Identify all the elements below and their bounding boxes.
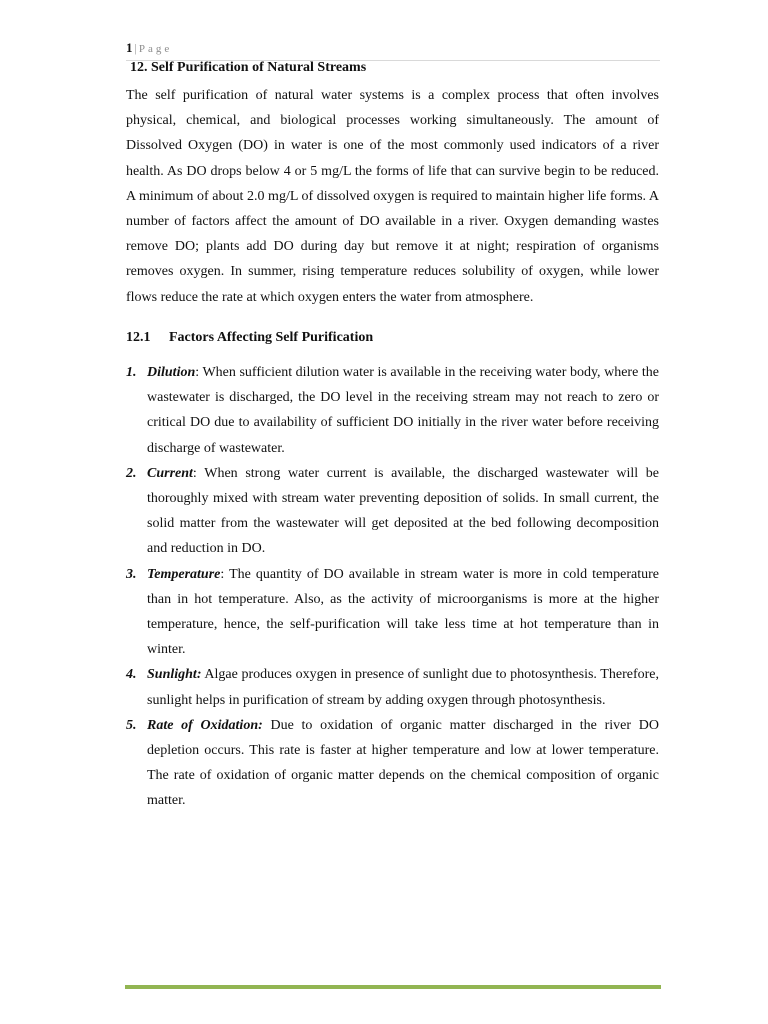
factor-term: Temperature [147, 566, 221, 582]
page-number: 1 [126, 40, 133, 55]
factor-term: Rate of Oxidation: [147, 717, 263, 733]
intro-paragraph: The self purification of natural water systems is a complex process that often involves physical, chemical, and biological processes working simultaneously. The amount of Dissolved Oxygen (DO) in water is one of the most commonly used indicators of a river health. As DO drops below 4 or 5 mg/L the forms of life that can survive begin to be reduced. A minimum of about 2.0 mg/L of dissolved oxygen is required to maintain higher life forms. A number of factors affect the amount of DO available in a river. Oxygen demanding wastes remove DO; plants add DO during day but remove it at night; respiration of organisms removes oxygen. In summer, rising temperature reduces solubility of oxygen, while lower flows reduce the rate at which oxygen enters the water from atmosphere. [126, 88, 659, 305]
factor-text: : When sufficient dilution water is available in the receiving water body, where the wastewater is discharged, the DO level in the receiving stream may not reach to zero or critical DO due to availability of sufficient DO initially in the river water before receiving discharge of wastewater. [147, 365, 659, 456]
factor-number: 1. [126, 365, 137, 380]
subsection-heading [126, 330, 373, 346]
factor-number: 4. [126, 667, 137, 683]
factors-list [126, 360, 659, 814]
factor-item-rate-of-oxidation [126, 713, 659, 814]
page-separator: | [134, 41, 137, 55]
factor-item-current [126, 461, 659, 562]
footer-rule [125, 985, 661, 989]
factor-text: Due to oxidation of organic matter discharged in the river DO depletion occurs. This rate is faster at higher temperature and low at lower temperature. The rate of oxidation of organic matter depends on the chemical composition of organic matter. [147, 717, 659, 809]
subsection-title: Factors Affecting Self Purification [169, 330, 374, 345]
page-label: Page [138, 43, 173, 55]
factor-term: Current [147, 465, 193, 481]
factor-number: 5. [126, 717, 137, 733]
factor-term: Sunlight: [147, 667, 202, 683]
page-header [126, 40, 660, 61]
factor-text: : The quantity of DO available in stream water is more in cold temperature than in hot temperature. Also, as the activity of microorganisms is more at the higher temperature, hence, the self-purification will take less time at hot temperature than in winter. [147, 566, 659, 658]
factor-text: Algae produces oxygen in presence of sunlight due to photosynthesis. Therefore, sunlight helps in purification of stream by adding oxygen through photosynthesis. [147, 667, 659, 708]
factor-item-sunlight [126, 662, 659, 712]
subsection-number: 12.1 [126, 330, 151, 345]
factor-term: Dilution [147, 365, 196, 380]
factor-number: 2. [126, 465, 137, 481]
factor-number: 3. [126, 566, 137, 582]
section-title: 12. Self Purification of Natural Streams [130, 60, 367, 75]
factor-item-temperature [126, 562, 659, 663]
factor-item-dilution [126, 360, 659, 461]
factor-text: : When strong water current is available, the discharged wastewater will be thoroughly mixed with stream water preventing deposition of solids. In small current, the solid matter from the wastewater will get deposited at the bed following decomposition and reduction in DO. [147, 465, 659, 557]
